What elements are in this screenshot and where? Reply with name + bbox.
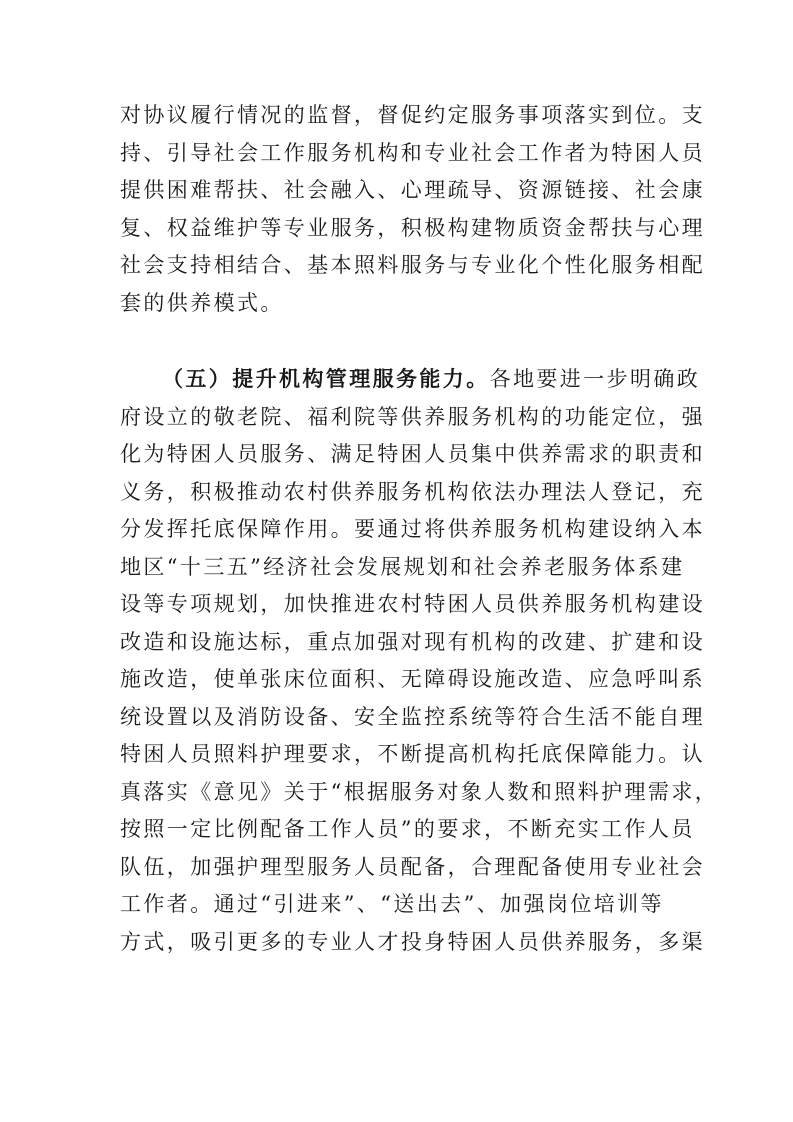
- text-line: 施改造，使单张床位面积、无障碍设施改造、应急呼叫系: [120, 667, 705, 691]
- text-line: 方式，吸引更多的专业人才投身特困人员供养服务，多渠: [120, 929, 705, 954]
- text-line: 府设立的敬老院、福利院等供养服务机构的功能定位，强: [120, 404, 705, 429]
- text-line: 特困人员照料护理要求，不断提高机构托底保障能力。认: [120, 742, 705, 766]
- text-line: 队伍，加强护理型服务人员配备，合理配备使用专业社会: [120, 854, 705, 879]
- text-line: 义务，积极推动农村供养服务机构依法办理法人登记，充: [120, 479, 705, 504]
- text-line: 地区“十三五”经济社会发展规划和社会养老服务体系建: [120, 554, 685, 579]
- text-line: 套的供养模式。: [120, 290, 284, 315]
- text-line: 设等专项规划，加快推进农村特困人员供养服务机构建设: [120, 592, 705, 616]
- text-line: 化为特困人员服务、满足特困人员集中供养需求的职责和: [120, 442, 705, 466]
- text-line: 真落实《意见》关于“根据服务对象人数和照料护理需求，: [120, 779, 719, 804]
- section-heading: （五）提升机构管理服务能力。: [162, 367, 490, 391]
- text-line: 提供困难帮扶、社会融入、心理疏导、资源链接、社会康: [120, 178, 705, 202]
- text-line: 按照一定比例配备工作人员”的要求，不断充实工作人员: [120, 817, 695, 841]
- text-line: 分发挥托底保障作用。要通过将供养服务机构建设纳入本: [120, 517, 705, 541]
- section-lead-text: 各地要进一步明确政: [489, 367, 701, 391]
- text-line: 统设置以及消防设备、安全监控系统等符合生活不能自理: [120, 704, 705, 729]
- text-line: 对协议履行情况的监督，督促约定服务事项落实到位。支: [120, 103, 705, 127]
- text-line: 工作者。通过“引进来”、“送出去”、加强岗位培训等: [120, 892, 664, 916]
- text-line: 持、引导社会工作服务机构和专业社会工作者为特困人员: [120, 140, 705, 165]
- paragraph-section-five: [120, 361, 719, 961]
- paragraph-continuation: [120, 97, 705, 322]
- text-line: 改造和设施达标，重点加强对现有机构的改建、扩建和设: [120, 629, 705, 654]
- text-line-first: [120, 361, 701, 399]
- text-line: 社会支持相结合、基本照料服务与专业化个性化服务相配: [120, 253, 705, 277]
- text-line: 复、权益维护等专业服务，积极构建物质资金帮扶与心理: [120, 215, 705, 240]
